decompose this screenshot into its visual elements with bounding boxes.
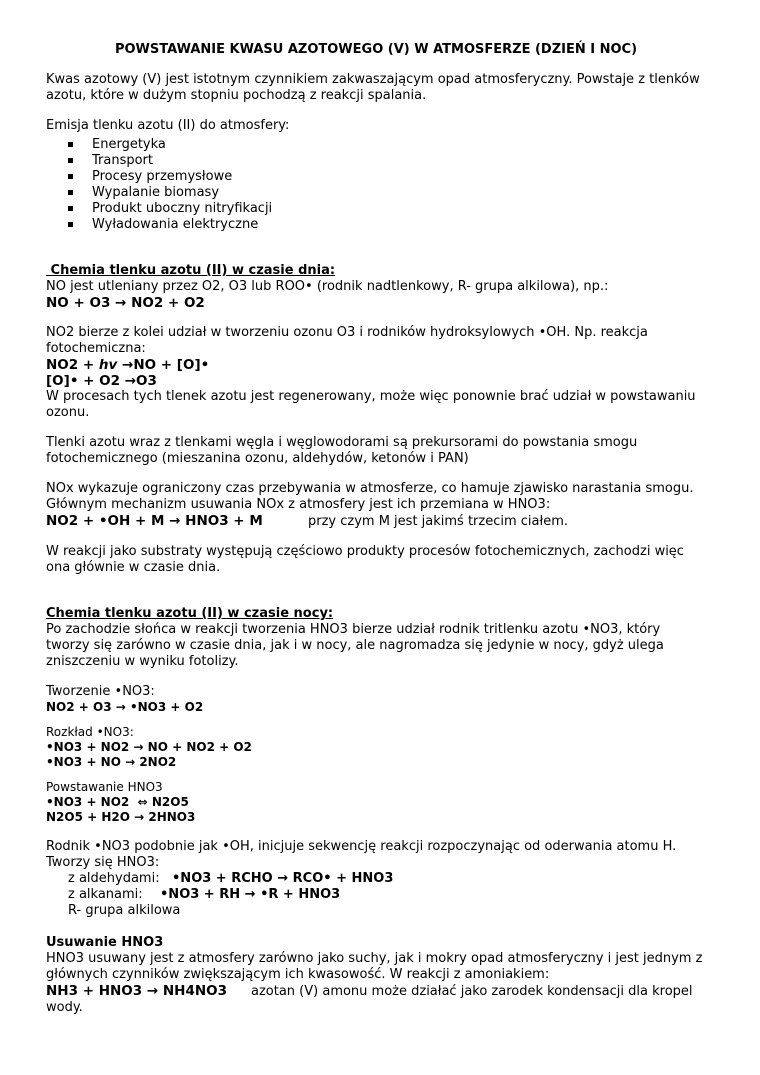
- aldehyde-reaction: z aldehydami: •NO3 + RCHO → RCO• + HNO3: [68, 871, 394, 886]
- night-paragraph-2b: Tworzy się HNO3:: [46, 855, 160, 870]
- list-item: Procesy przemysłowe: [46, 169, 706, 185]
- day-paragraph-5: NOx wykazuje ograniczony czas przebywania w atmosferze, co hamuje zjawisko narastania smogu. Głównym mechanizm usuwania NOx z atmosfery jest ich przemiana w HNO3:: [46, 481, 694, 512]
- list-item: Transport: [46, 153, 706, 169]
- day-heading: Chemia tlenku azotu (II) w czasie dnia:: [46, 263, 336, 278]
- removal-equation-line: [46, 983, 706, 1016]
- hno3-equation-1: •NO3 + NO2 ⇔ N2O5: [46, 795, 189, 809]
- day-equation-1: NO + O3 → NO2 + O2: [46, 295, 205, 311]
- day-paragraph-4: Tlenki azotu wraz z tlenkami węgla i węglowodorami są prekursorami do powstania smogu fotochemicznego (mieszanina ozonu, aldehydów, ketonów i PAN): [46, 435, 638, 466]
- decomposition-equation-1: •NO3 + NO2 → NO + NO2 + O2: [46, 740, 252, 754]
- night-paragraph-2: Rodnik •NO3 podobnie jak •OH, inicjuje sekwencję reakcji rozpoczynając od oderwania atomu H.: [46, 839, 677, 854]
- emission-heading: Emisja tlenku azotu (II) do atmosfery:: [46, 118, 290, 133]
- hno3-equation-2: N2O5 + H2O → 2HNO3: [46, 810, 196, 824]
- day-paragraph-1: NO jest utleniany przez O2, O3 lub ROO• (rodnik nadtlenkowy, R- grupa alkilowa), np.:: [46, 279, 609, 294]
- day-equation-2b: [O]• + O2 →O3: [46, 373, 157, 389]
- day-equation-3-note: przy czym M jest jakimś trzecim ciałem.: [308, 514, 568, 529]
- list-item: Energetyka: [46, 137, 706, 153]
- removal-note: azotan (V) amonu może działać jako zarodek kondensacji dla kropel wody.: [46, 984, 693, 1015]
- list-item: Produkt uboczny nitryfikacji: [46, 201, 706, 217]
- day-paragraph-2: NO2 bierze z kolei udział w tworzeniu ozonu O3 i rodników hydroksylowych •OH. Np. reakcja fotochemiczna:: [46, 325, 648, 356]
- formation-equation: NO2 + O3 → •NO3 + O2: [46, 700, 204, 714]
- removal-equation: NH3 + HNO3 → NH4NO3: [46, 983, 228, 999]
- list-item: Wyładowania elektryczne: [46, 217, 706, 233]
- list-item: Wypalanie biomasy: [46, 185, 706, 201]
- day-equation-3-line: [46, 513, 706, 530]
- night-heading: Chemia tlenku azotu (II) w czasie nocy:: [46, 606, 334, 621]
- alkane-reaction: z alkanami: •NO3 + RH → •R + HNO3: [68, 887, 341, 902]
- removal-heading: Usuwanie HNO3: [46, 935, 164, 950]
- decomposition-label: Rozkład •NO3:: [46, 725, 134, 739]
- day-equation-2a: NO2 + hv →NO + [O]•: [46, 357, 210, 373]
- formation-label: Tworzenie •NO3:: [46, 684, 155, 699]
- emission-list: [46, 137, 706, 233]
- r-group-note: R- grupa alkilowa: [68, 903, 181, 918]
- day-paragraph-3: W procesach tych tlenek azotu jest regenerowany, może więc ponownie brać udział w powstawaniu ozonu.: [46, 389, 696, 420]
- document-page: [46, 42, 706, 1016]
- hno3-formation-label: Powstawanie HNO3: [46, 780, 163, 794]
- night-paragraph-1: Po zachodzie słońca w reakcji tworzenia HNO3 bierze udział rodnik tritlenku azotu •NO3, który tworzy się zarówno w czasie dnia, jak i w nocy, ale nagromadza się jedynie w nocy, gdyż ulega zniszczeniu w wyniku fotolizy.: [46, 622, 664, 669]
- day-equation-3: NO2 + •OH + M → HNO3 + M: [46, 513, 263, 529]
- document-title: POWSTAWANIE KWASU AZOTOWEGO (V) W ATMOSFERZE (DZIEŃ I NOC): [114, 42, 638, 57]
- removal-paragraph: HNO3 usuwany jest z atmosfery zarówno jako suchy, jak i mokry opad atmosferyczny i jest jednym z głównych czynników zwiększającym ich kwasowość. W reakcji z amoniakiem:: [46, 951, 703, 982]
- decomposition-equation-2: •NO3 + NO → 2NO2: [46, 755, 177, 769]
- intro-paragraph: Kwas azotowy (V) jest istotnym czynnikiem zakwaszającym opad atmosferyczny. Powstaje z tlenków azotu, które w dużym stopniu pochodzą z reakcji spalania.: [46, 72, 700, 103]
- day-paragraph-6: W reakcji jako substraty występują częściowo produkty procesów fotochemicznych, zachodzi więc ona głównie w czasie dnia.: [46, 544, 684, 575]
